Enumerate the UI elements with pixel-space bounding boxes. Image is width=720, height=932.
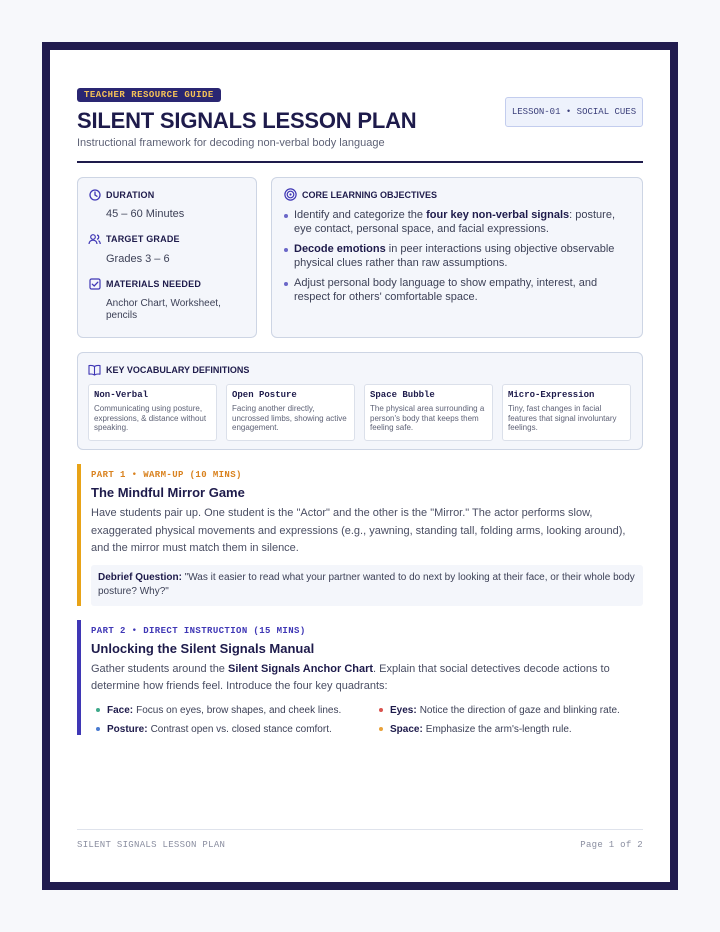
vocab-term: Micro-Expression	[508, 390, 595, 400]
lesson-tag: LESSON-01 • SOCIAL CUES	[505, 97, 643, 127]
lesson-meta-card	[77, 177, 257, 338]
part2-title: Unlocking the Silent Signals Manual	[91, 640, 315, 656]
page-number: Page 1 of 2	[580, 840, 643, 850]
part1-body: Have students pair up. One student is the "Actor" and the other is the "Mirror." The actor performs slow, exaggerated physical movements and expressions (e.g., yawning, standing tall, folding arms, looking around), and the mirror must match them in silence.	[91, 507, 626, 554]
objectives-list	[284, 208, 630, 304]
book-icon	[88, 363, 101, 376]
grade-label: TARGET GRADE	[106, 234, 180, 245]
debrief-label: Debrief Question:	[98, 571, 182, 583]
materials-value: Anchor Chart, Worksheet, pencils	[106, 298, 221, 321]
checkbox-icon	[88, 277, 101, 290]
duration-heading	[88, 188, 246, 201]
grade-value: Grades 3 – 6	[106, 252, 170, 265]
bullet-dot	[96, 708, 100, 712]
vocabulary-grid	[88, 384, 632, 441]
part2-section	[77, 620, 643, 735]
footer-title: SILENT SIGNALS LESSON PLAN	[77, 840, 226, 850]
vocab-term: Space Bubble	[370, 390, 435, 400]
vocab-definition: The physical area surrounding a person's body that keeps them feeling safe.	[370, 404, 485, 432]
objectives-heading	[284, 188, 630, 201]
objectives-card	[271, 177, 643, 338]
quadrant-item-space: Space: Emphasize the arm's-length rule.	[374, 724, 634, 735]
objective-item: Decode emotions in peer interactions using objective observable physical clues rather than raw assumptions.	[284, 242, 630, 270]
page-subtitle: Instructional framework for decoding non-verbal body language	[77, 137, 385, 149]
vocab-term-card	[502, 384, 631, 441]
page-footer	[77, 829, 643, 850]
quadrant-item-eyes: Eyes: Notice the direction of gaze and blinking rate.	[374, 705, 634, 716]
part1-section	[77, 464, 643, 606]
header-divider	[77, 161, 643, 163]
quadrant-list	[91, 705, 643, 735]
quadrant-item-face: Face: Focus on eyes, brow shapes, and cheek lines.	[91, 705, 374, 716]
overview-row	[77, 177, 643, 338]
page-frame	[42, 42, 678, 890]
materials-heading	[88, 277, 246, 290]
page-title: SILENT SIGNALS LESSON PLAN	[77, 108, 417, 133]
clock-icon	[88, 188, 101, 201]
duration-label: DURATION	[106, 189, 155, 200]
page-content	[77, 84, 643, 735]
quadrant-item-posture: Posture: Contrast open vs. closed stance comfort.	[91, 724, 374, 735]
objective-item: Identify and categorize the four key non-verbal signals: posture, eye contact, personal space, and facial expressions.	[284, 208, 630, 236]
vocab-term-card	[364, 384, 493, 441]
debrief-text: "Was it easier to read what your partner wanted to do next by looking at their face, or their whole body posture? Why?"	[98, 571, 635, 597]
bullet-dot	[379, 727, 383, 731]
vocab-term-card	[88, 384, 217, 441]
vocabulary-heading	[88, 363, 632, 376]
vocabulary-card	[77, 352, 643, 450]
part1-label: PART 1 • WARM-UP (10 MINS)	[91, 470, 242, 480]
bullet-dot	[379, 708, 383, 712]
vocab-definition: Communicating using posture, expressions, & distance without speaking.	[94, 404, 207, 432]
objectives-label: CORE LEARNING OBJECTIVES	[302, 189, 438, 200]
part2-body: Gather students around the Silent Signals Anchor Chart. Explain that social detectives decode actions to determine how friends feel. Introduce the four key quadrants:	[91, 662, 610, 692]
debrief-box	[91, 565, 643, 606]
part2-accent-bar	[77, 620, 81, 735]
materials-label: MATERIALS NEEDED	[106, 278, 202, 289]
vocab-term: Open Posture	[232, 390, 297, 400]
objective-item: Adjust personal body language to show empathy, interest, and respect for others' comfortable space.	[284, 276, 630, 304]
resource-badge: TEACHER RESOURCE GUIDE	[77, 88, 221, 102]
part1-accent-bar	[77, 464, 81, 606]
vocab-term: Non-Verbal	[94, 390, 149, 400]
vocab-definition: Facing another directly, uncrossed limbs, showing active engagement.	[232, 404, 347, 432]
part1-title: The Mindful Mirror Game	[91, 485, 245, 500]
target-icon	[284, 188, 297, 201]
part2-label: PART 2 • DIRECT INSTRUCTION (15 MINS)	[91, 625, 306, 636]
users-icon	[88, 233, 101, 246]
bullet-dot	[96, 727, 100, 731]
grade-heading	[88, 233, 246, 246]
duration-value: 45 – 60 Minutes	[106, 208, 185, 220]
vocab-definition: Tiny, fast changes in facial features that signal involuntary feelings.	[508, 404, 617, 432]
header	[77, 84, 643, 149]
vocab-term-card	[226, 384, 355, 441]
vocabulary-label: KEY VOCABULARY DEFINITIONS	[106, 364, 250, 375]
